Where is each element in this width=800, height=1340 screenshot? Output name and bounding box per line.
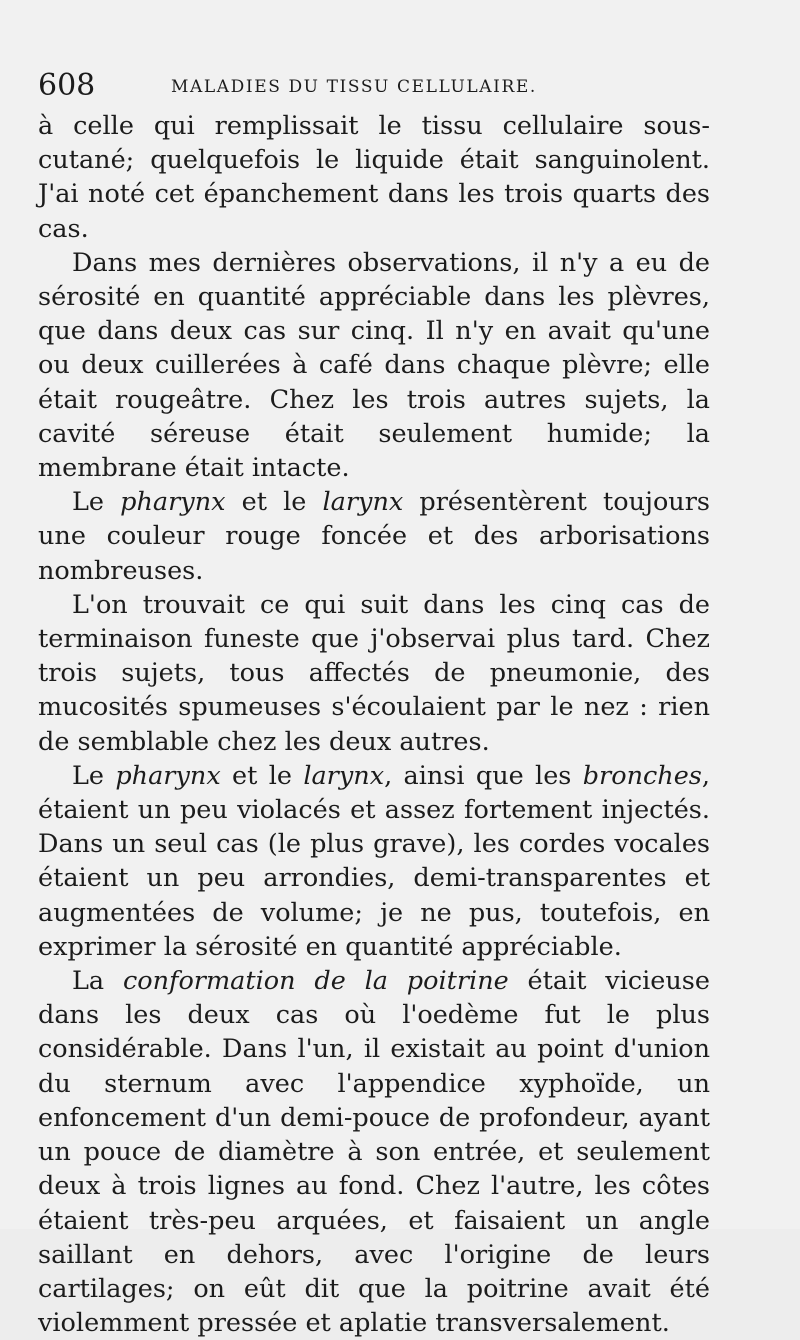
term-pharynx: pharynx (120, 487, 226, 518)
paragraph-3-text: et le (225, 487, 323, 518)
paragraph-4: L'on trouvait ce qui suit dans les cinq cas de terminaison funeste que j'observai plus tard. Chez trois sujets, tous affectés de pneumonie, des mucosités spumeuses s'écoulaient par le nez : rien de semblable chez les deux autres. (38, 589, 710, 757)
term-larynx: larynx (322, 487, 404, 518)
paragraph-3-text: présentèrent toujours une couleur rouge foncée et des arborisations nombreuses. (38, 487, 710, 586)
body-text (38, 109, 710, 1340)
paragraph-5 (38, 759, 710, 964)
term-larynx: larynx (303, 760, 385, 791)
paragraph-6-text: La (72, 966, 123, 997)
term-conformation: conformation de la poitrine (122, 966, 509, 997)
paragraph-3-text: Le (72, 487, 121, 518)
paragraph-5-text: , ainsi que les (384, 760, 583, 791)
paragraph-5-text: , étaient un peu violacés et assez fortement injectés. Dans un seul cas (le plus grave), les cordes vocales étaient un peu arrondies, demi-transparentes et augmentées de volume; je ne pus, toutefois, en exprimer la sérosité en quantité appréciable. (38, 760, 710, 962)
paragraph-6 (38, 964, 710, 1340)
paragraph-5-text: et le (220, 760, 304, 791)
paragraph-2: Dans mes dernières observations, il n'y a eu de sérosité en quantité appréciable dans les plèvres, que dans deux cas sur cinq. Il n'y en avait qu'une ou deux cuillerées à café dans chaque plèvre; elle était rougeâtre. Chez les trois autres sujets, la cavité séreuse était seulement humide; la membrane était intacte. (38, 247, 710, 484)
page-number: 608 (38, 68, 96, 103)
term-pharynx: pharynx (115, 760, 221, 791)
term-bronches: bronches (582, 760, 702, 791)
running-head: MALADIES DU TISSU CELLULAIRE. (171, 77, 537, 97)
paragraph-5-text: Le (72, 760, 116, 791)
paragraph-3 (38, 485, 710, 588)
paragraph-6-text: était vicieuse dans les deux cas où l'oedème fut le plus considérable. Dans l'un, il existait au point d'union du sternum avec l'appendice xyphoïde, un enfoncement d'un demi-pouce de profondeur, ayant un pouce de diamètre à son entrée, et seulement deux à trois lignes au fond. Chez l'autre, les côtes étaient très-peu arquées, et faisaient un angle saillant en dehors, avec l'origine de leurs cartilages; on eût dit que la poitrine avait été violemment pressée et aplatie transversalement. (38, 966, 710, 1339)
paragraph-1: à celle qui remplissait le tissu cellulaire sous-cutané; quelquefois le liquide était sanguinolent. J'ai noté cet épanchement dans les trois quarts des cas. (38, 111, 710, 244)
page-header (38, 66, 718, 110)
